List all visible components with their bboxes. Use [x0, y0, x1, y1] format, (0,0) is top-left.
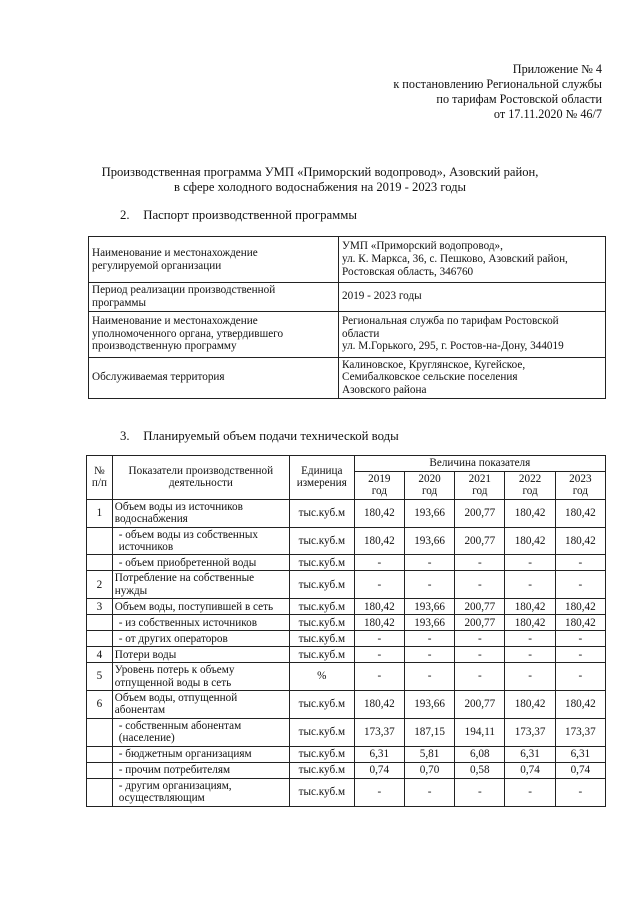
row-value: -	[505, 778, 555, 806]
row-value: -	[555, 571, 605, 599]
row-number	[87, 778, 113, 806]
row-value: 200,77	[455, 691, 505, 719]
row-value: -	[354, 663, 404, 691]
row-value: -	[455, 571, 505, 599]
row-value: -	[455, 555, 505, 571]
header-year-line: год	[472, 485, 488, 498]
row-unit: тыс.куб.м	[289, 631, 354, 647]
header-year-line: 2020	[418, 473, 441, 485]
row-number	[87, 762, 113, 778]
row-value: 180,42	[505, 615, 555, 631]
document-title-line: в сфере холодного водоснабжения на 2019 - 2023 годы	[173, 180, 467, 194]
row-value: -	[455, 647, 505, 663]
row-value: 180,42	[505, 527, 555, 555]
passport-label	[89, 311, 339, 357]
header-line: Показатели производственной	[128, 465, 274, 477]
row-indicator-line: отпущенной воды в сеть	[114, 676, 232, 689]
row-indicator-line: источников	[118, 541, 174, 554]
row-value: -	[505, 663, 555, 691]
row-number	[87, 718, 113, 746]
table-row	[87, 571, 606, 599]
row-value: 180,42	[505, 691, 555, 719]
row-unit: тыс.куб.м	[289, 571, 354, 599]
row-indicator-line: - от других операторов	[118, 632, 228, 645]
row-indicator	[112, 571, 289, 599]
row-value: -	[404, 647, 454, 663]
row-value: -	[404, 631, 454, 647]
passport-value-line: ул. К. Маркса, 36, с. Пешково, Азовский район,	[342, 253, 568, 266]
passport-label-line: Период реализации производственной	[92, 284, 276, 296]
header-year-line: 2023	[569, 473, 592, 485]
row-unit: тыс.куб.м	[289, 778, 354, 806]
row-indicator-line: Объем воды из источников	[114, 500, 243, 513]
row-value: 180,42	[555, 499, 605, 527]
row-value: 6,31	[555, 746, 605, 762]
row-value: -	[555, 778, 605, 806]
row-value: 193,66	[404, 527, 454, 555]
row-indicator-line: Потребление на собственные	[114, 572, 255, 585]
row-unit: тыс.куб.м	[289, 599, 354, 615]
row-unit: тыс.куб.м	[289, 691, 354, 719]
row-value: 193,66	[404, 499, 454, 527]
row-value: -	[505, 647, 555, 663]
row-value: 0,74	[555, 762, 605, 778]
passport-row	[89, 283, 606, 312]
row-value: 193,66	[404, 615, 454, 631]
passport-value-line: Азовского района	[342, 384, 427, 397]
table-row	[87, 746, 606, 762]
passport-row	[89, 237, 606, 283]
header-indicator	[112, 456, 289, 500]
row-value: 180,42	[555, 615, 605, 631]
section-heading-passport	[120, 208, 357, 223]
row-indicator	[112, 778, 289, 806]
table-row	[87, 599, 606, 615]
row-value: 180,42	[555, 599, 605, 615]
row-value: 180,42	[354, 615, 404, 631]
document-title	[0, 165, 640, 195]
row-value: 193,66	[404, 691, 454, 719]
row-value: -	[404, 571, 454, 599]
row-value: -	[354, 631, 404, 647]
header-year-line: год	[522, 485, 538, 498]
water-volume-table	[86, 455, 606, 807]
header-year-line: 2022	[518, 473, 542, 485]
row-value: -	[354, 555, 404, 571]
row-value: -	[404, 555, 454, 571]
row-indicator-line: - другим организациям,	[118, 779, 232, 792]
header-line: Единица	[301, 465, 343, 477]
row-value: 200,77	[455, 527, 505, 555]
passport-label-line: программы	[92, 296, 146, 309]
row-value: 180,42	[555, 691, 605, 719]
table-row	[87, 499, 606, 527]
row-indicator	[112, 499, 289, 527]
passport-table	[88, 236, 606, 399]
row-indicator	[112, 746, 289, 762]
passport-row	[89, 357, 606, 398]
header-year-line: год	[572, 485, 588, 498]
row-unit: тыс.куб.м	[289, 527, 354, 555]
table-row	[87, 615, 606, 631]
row-number	[87, 527, 113, 555]
row-indicator	[112, 663, 289, 691]
table-row	[87, 778, 606, 806]
row-indicator-line: (население)	[118, 732, 175, 745]
row-indicator	[112, 718, 289, 746]
row-indicator-line: абонентам	[114, 704, 166, 717]
row-value: 200,77	[455, 499, 505, 527]
passport-value-line: Ростовская область, 346760	[342, 265, 474, 278]
row-value: 5,81	[404, 746, 454, 762]
row-value: 0,70	[404, 762, 454, 778]
row-indicator-line: Потери воды	[114, 648, 177, 661]
passport-label	[89, 283, 339, 312]
row-indicator	[112, 762, 289, 778]
row-value: -	[404, 663, 454, 691]
row-indicator-line: - из собственных источников	[118, 616, 258, 629]
row-value: -	[555, 647, 605, 663]
row-value: 180,42	[354, 527, 404, 555]
passport-value	[339, 283, 606, 312]
appendix-line: Приложение № 4	[512, 62, 602, 76]
header-year-line: 2019	[368, 473, 391, 485]
row-number	[87, 746, 113, 762]
header-year	[455, 472, 505, 500]
header-year	[404, 472, 454, 500]
row-number: 2	[87, 571, 113, 599]
row-value: 200,77	[455, 615, 505, 631]
section-heading-text: Планируемый объем подачи технической воды	[143, 429, 399, 443]
table-row	[87, 647, 606, 663]
row-indicator	[112, 599, 289, 615]
row-unit: тыс.куб.м	[289, 555, 354, 571]
row-indicator	[112, 555, 289, 571]
row-indicator-line: - объем воды из собственных	[118, 528, 258, 541]
row-value: -	[354, 571, 404, 599]
row-indicator-line: осуществляющим	[118, 792, 205, 805]
row-value: 173,37	[505, 718, 555, 746]
row-value: -	[455, 663, 505, 691]
row-indicator	[112, 647, 289, 663]
row-value: 180,42	[354, 499, 404, 527]
row-number: 1	[87, 499, 113, 527]
passport-value	[339, 311, 606, 357]
passport-value	[339, 237, 606, 283]
header-year-line: год	[421, 485, 438, 498]
passport-label-line: Наименование и местонахождение	[92, 314, 258, 327]
section-heading-text: Паспорт производственной программы	[143, 208, 357, 222]
row-value: 0,74	[505, 762, 555, 778]
row-unit: тыс.куб.м	[289, 647, 354, 663]
row-value: 187,15	[404, 718, 454, 746]
document-title-line: Производственная программа УМП «Приморский водопровод», Азовский район,	[101, 165, 539, 179]
header-num	[87, 456, 113, 500]
row-value: 180,42	[354, 691, 404, 719]
row-indicator-line: водоснабжения	[114, 513, 188, 526]
row-value: 200,77	[455, 599, 505, 615]
row-value: 6,08	[455, 746, 505, 762]
row-indicator-line: Объем воды, отпущенной	[114, 692, 238, 705]
table-row	[87, 555, 606, 571]
row-number: 3	[87, 599, 113, 615]
row-number	[87, 615, 113, 631]
section-heading-volume	[120, 429, 399, 444]
row-indicator-line: - собственным абонентам	[118, 719, 242, 732]
row-value: 180,42	[354, 599, 404, 615]
row-indicator-line: Объем воды, поступившей в сеть	[114, 600, 274, 613]
row-value: -	[505, 631, 555, 647]
passport-value	[339, 357, 606, 398]
passport-value-line: Калиновское, Круглянское, Кугейское,	[342, 358, 526, 371]
row-number: 4	[87, 647, 113, 663]
row-value: 0,58	[455, 762, 505, 778]
row-indicator	[112, 615, 289, 631]
table-row	[87, 762, 606, 778]
row-value: 173,37	[354, 718, 404, 746]
passport-value-line: ул. М.Горького, 295, г. Ростов-на-Дону, 344019	[342, 340, 564, 353]
row-unit: тыс.куб.м	[289, 615, 354, 631]
table-row	[87, 527, 606, 555]
header-year	[354, 472, 404, 500]
row-unit: тыс.куб.м	[289, 762, 354, 778]
passport-label-line: Наименование и местонахождение	[92, 246, 258, 259]
row-indicator-line: нужды	[114, 584, 148, 597]
row-number	[87, 555, 113, 571]
header-year	[505, 472, 555, 500]
table-row	[87, 663, 606, 691]
section-number: 2.	[120, 208, 130, 222]
header-line: п/п	[91, 477, 107, 490]
row-value: -	[455, 778, 505, 806]
passport-label-line: регулируемой организации	[92, 259, 222, 272]
row-unit: тыс.куб.м	[289, 499, 354, 527]
section-number: 3.	[120, 429, 130, 443]
row-indicator-line: Уровень потерь к объему	[114, 664, 235, 677]
row-number	[87, 631, 113, 647]
appendix-line: по тарифам Ростовской области	[436, 92, 602, 106]
table-row	[87, 691, 606, 719]
header-year-line: 2021	[468, 473, 492, 485]
appendix-line: от 17.11.2020 № 46/7	[493, 107, 602, 121]
row-indicator	[112, 527, 289, 555]
passport-value-line: Региональная служба по тарифам Ростовской	[342, 314, 559, 327]
row-indicator	[112, 631, 289, 647]
row-number: 5	[87, 663, 113, 691]
header-row	[87, 456, 606, 472]
header-line: №	[94, 465, 105, 477]
appendix-block	[393, 62, 602, 122]
row-value: -	[354, 778, 404, 806]
header-year	[555, 472, 605, 500]
passport-label	[89, 357, 339, 398]
row-value: 6,31	[354, 746, 404, 762]
row-unit: %	[289, 663, 354, 691]
row-value: -	[555, 631, 605, 647]
row-value: 194,11	[455, 718, 505, 746]
passport-row	[89, 311, 606, 357]
header-value-group: Величина показателя	[354, 456, 605, 472]
header-unit	[289, 456, 354, 500]
row-value: 180,42	[505, 599, 555, 615]
table-row	[87, 718, 606, 746]
passport-value-line: области	[342, 327, 380, 340]
appendix-line: к постановлению Региональной службы	[393, 77, 602, 91]
row-value: -	[555, 663, 605, 691]
row-value: -	[455, 631, 505, 647]
header-line: измерения	[296, 477, 347, 490]
row-indicator-line: - бюджетным организациям	[118, 747, 252, 760]
row-value: 6,31	[505, 746, 555, 762]
passport-label	[89, 237, 339, 283]
row-value: -	[505, 555, 555, 571]
row-value: -	[555, 555, 605, 571]
row-value: 0,74	[354, 762, 404, 778]
row-value: -	[404, 778, 454, 806]
header-line: деятельности	[168, 477, 233, 490]
row-indicator	[112, 691, 289, 719]
row-value: 180,42	[555, 527, 605, 555]
row-value: -	[505, 571, 555, 599]
row-unit: тыс.куб.м	[289, 718, 354, 746]
row-value: 180,42	[505, 499, 555, 527]
passport-label-line: производственную программу	[92, 340, 237, 353]
header-year-line: год	[371, 485, 387, 498]
passport-value-line: 2019 - 2023 годы	[342, 290, 422, 303]
table-row	[87, 631, 606, 647]
row-value: 173,37	[555, 718, 605, 746]
row-unit: тыс.куб.м	[289, 746, 354, 762]
passport-value-line: УМП «Приморский водопровод»,	[342, 240, 503, 253]
passport-label-line: уполномоченного органа, утвердившего	[92, 327, 284, 340]
row-number: 6	[87, 691, 113, 719]
row-indicator-line: - объем приобретенной воды	[118, 556, 257, 569]
row-indicator-line: - прочим потребителям	[118, 763, 231, 776]
row-value: 193,66	[404, 599, 454, 615]
row-value: -	[354, 647, 404, 663]
passport-label-line: Обслуживаемая территория	[92, 371, 225, 384]
passport-value-line: Семибалковское сельские поселения	[342, 371, 518, 384]
